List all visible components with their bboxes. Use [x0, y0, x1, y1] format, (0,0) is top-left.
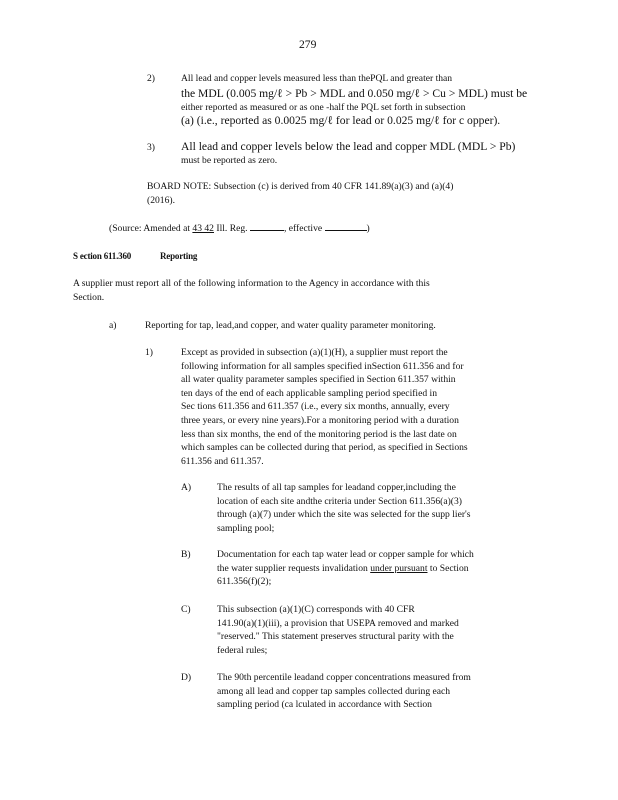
item-number: B) [181, 549, 191, 560]
paragraph-item-B [217, 548, 474, 589]
text-line: Except as provided in subsection (a)(1)(H), a supplier must report the [181, 347, 448, 358]
text-line: less than six months, the end of the monitoring period is the last date on [181, 428, 457, 440]
text-line: (2016). [147, 194, 175, 206]
text-line: "reserved." This statement preserves structural parity with the [217, 631, 454, 643]
item-number: D) [181, 672, 192, 683]
text-line: BOARD NOTE: Subsection (c) is derived from 40 CFR 141.89(a)(3) and (a)(4) [147, 181, 454, 192]
text-line: All lead and copper levels measured less than thePQL and greater than [181, 73, 453, 84]
section-title: Reporting [160, 251, 198, 261]
subsection-heading: Reporting for tap, lead,and copper, and water quality parameter monitoring. [145, 320, 436, 331]
text-line: Documentation for each tap water lead or copper sample for which [217, 549, 474, 560]
text-line: ten days of the end of each applicable sampling period specified in [181, 387, 438, 399]
source-note [109, 220, 370, 235]
text-line [217, 562, 474, 576]
page-number: 279 [299, 38, 317, 51]
blank-line [250, 220, 284, 231]
text-line: The results of all tap samples for leadand copper,including the [217, 482, 456, 493]
text-line: 611.356 and 611.357. [181, 455, 264, 467]
paragraph-item-C [217, 603, 459, 657]
text-run: the water supplier requests invalidation [217, 562, 371, 574]
paragraph-item-1 [181, 346, 468, 468]
struck-volume: 43 42 [192, 223, 214, 234]
text-line: federal rules; [217, 644, 268, 656]
item-number: 2) [147, 73, 155, 84]
text-line: A supplier must report all of the following information to the Agency in accordance with this [73, 278, 430, 289]
text-line: Section. [73, 291, 105, 303]
text-line: 611.356(f)(2); [217, 576, 272, 588]
text-line: three years, or every nine years).For a monitoring period with a duration [181, 414, 459, 426]
text-line: Sec tions 611.356 and 611.357 (i.e., every six months, annually, every [181, 401, 450, 413]
text-line: sampling period (ca lculated in accordance with Section [217, 699, 432, 711]
source-effective: , effective [283, 223, 325, 234]
source-mid: Ill. Reg. [213, 223, 250, 234]
item-number: C) [181, 604, 191, 615]
text-line: must be reported as zero. [181, 155, 278, 166]
paragraph-item-2 [181, 72, 527, 128]
paragraph-item-D [217, 671, 471, 712]
intro-paragraph [73, 277, 430, 304]
text-line: through (a)(7) under which the site was selected for the supp lier's [217, 509, 471, 521]
text-line: The 90th percentile leadand copper concentrations measured from [217, 672, 471, 683]
board-note [147, 180, 453, 207]
text-line: 141.90(a)(1)(iii), a provision that USEPA removed and marked [217, 617, 459, 629]
paragraph-item-3 [181, 140, 515, 168]
item-number: A) [181, 482, 192, 493]
blank-line [325, 220, 367, 231]
text-line: (a) (i.e., reported as 0.0025 mg/ℓ for lead or 0.025 mg/ℓ for c opper). [181, 114, 501, 128]
text-line: location of each site andthe criteria under Section 611.356(a)(3) [217, 495, 462, 507]
text-line: the MDL (0.005 mg/ℓ > Pb > MDL and 0.050 mg/ℓ > Cu > MDL) must be [181, 86, 528, 100]
source-close: ) [366, 223, 370, 234]
text-line: among all lead and copper tap samples collected during each [217, 685, 451, 697]
underlined-insertion: under pursuant [370, 562, 428, 574]
item-number: 3) [147, 142, 155, 153]
section-number: S ection 611.360 [73, 251, 132, 261]
text-run: to Section [427, 562, 469, 574]
text-line: which samples can be collected during that period, as specified in Sections [181, 442, 468, 454]
paragraph-item-A [217, 481, 471, 535]
item-number: 1) [145, 347, 153, 358]
text-line: This subsection (a)(1)(C) corresponds with 40 CFR [217, 604, 415, 615]
text-line: All lead and copper levels below the lead and copper MDL (MDL > Pb) [181, 140, 516, 153]
text-line: either reported as measured or as one -half the PQL set forth in subsection [181, 101, 466, 113]
text-line: following information for all samples specified inSection 611.356 and for [181, 360, 464, 372]
text-line: sampling pool; [217, 522, 275, 534]
text-line: all water quality parameter samples specified in Section 611.357 within [181, 374, 456, 386]
source-prefix: (Source: Amended at [109, 223, 193, 234]
subsection-number: a) [109, 320, 117, 331]
